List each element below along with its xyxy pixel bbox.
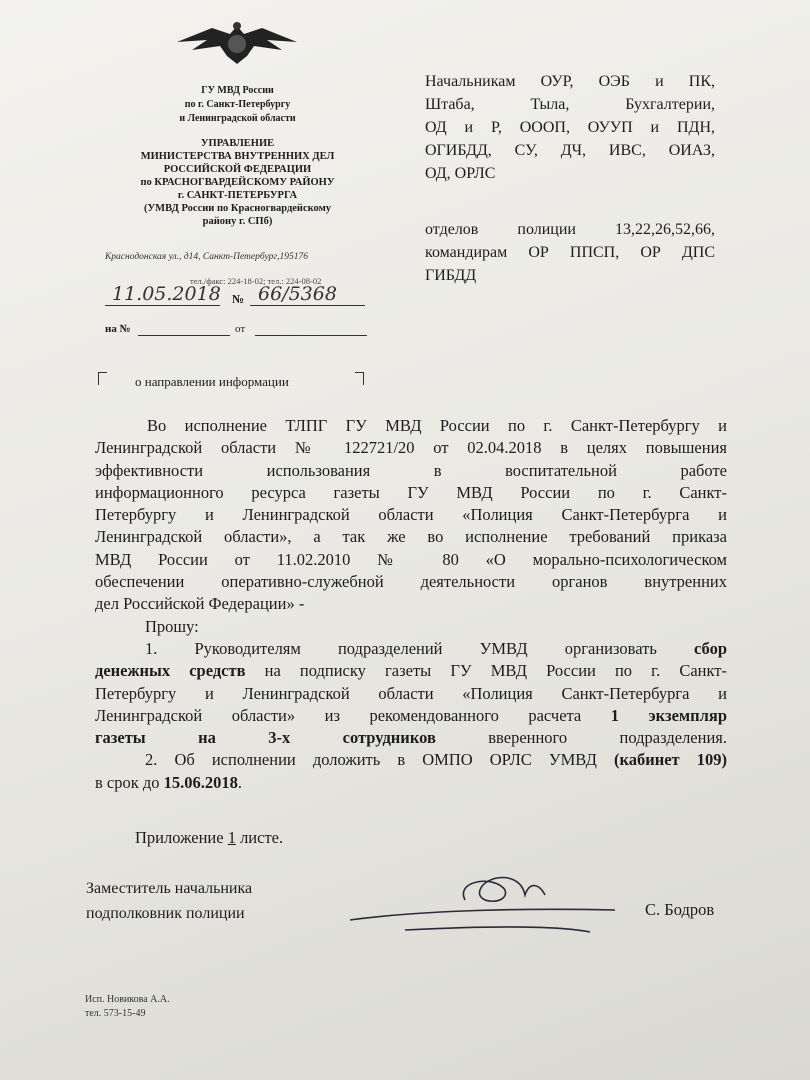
text-line: ГИБДД	[425, 267, 477, 284]
text-segment: Петербургу и Ленинградской области «Полиция Санкт-Петербурга и	[95, 683, 727, 703]
addressee-block	[425, 70, 715, 185]
text-line: РОССИЙСКОЙ ФЕДЕРАЦИИ	[163, 164, 312, 175]
text-segment: Петербургу и Ленинградской области «Полиция Санкт-Петербурга и	[95, 505, 727, 525]
body-line	[95, 772, 727, 794]
ref-from-label: от	[235, 323, 246, 335]
date-handwritten: 11.05.2018	[112, 283, 221, 305]
text-line: Начальникам ОУР, ОЭБ и ПК,	[425, 73, 715, 90]
bold-text: 15.06.2018	[163, 772, 238, 792]
text-line: ОГИБДД, СУ, ДЧ, ИВС, ОИАЗ,	[425, 142, 715, 159]
text-segment: Ленинградской области № 122721/20 от 02.04.2018 в целях повышения	[95, 438, 727, 458]
text-segment: в срок до	[95, 772, 164, 792]
text-line: по КРАСНОГВАРДЕЙСКОМУ РАЙОНУ	[140, 177, 335, 188]
text-segment: Во исполнение ТЛПГ ГУ МВД России по г. Санкт-Петербургу и	[147, 416, 727, 435]
executor-info: Исп. Новикова А.А. тел. 573-15-49	[85, 994, 170, 1019]
text-segment: информационного ресурса газеты ГУ МВД России по г. Санкт-	[95, 482, 727, 502]
bold-text: сбор	[694, 638, 727, 658]
body-line	[95, 571, 727, 593]
text-segment: Ленинградской области», а так же во исполнение требований приказа	[95, 527, 727, 547]
body-line	[95, 549, 727, 571]
phones: тел./факс: 224-18-02; тел.: 224-08-02	[190, 276, 322, 286]
text-line: МИНИСТЕРСТВА ВНУТРЕННИХ ДЕЛ	[140, 151, 335, 162]
text-line: отделов полиции 13,22,26,52,66,	[425, 221, 715, 238]
bold-text: 1 экземпляр	[610, 705, 728, 725]
body-line	[95, 749, 727, 771]
department-name	[95, 137, 380, 228]
body-line	[95, 437, 727, 459]
body-line	[95, 660, 727, 682]
body-line	[95, 504, 727, 526]
text-line: (УМВД России по Красногвардейскому	[143, 203, 332, 214]
text-line: по г. Санкт-Петербургу	[184, 99, 291, 110]
text-segment: 1. Руководителям подразделений УМВД организовать	[145, 638, 695, 658]
text-line: ОД и Р, ОООП, ОУУП и ПДН,	[425, 119, 715, 136]
body-line	[95, 705, 727, 727]
number-handwritten: 66/5368	[258, 283, 337, 305]
body-line	[95, 683, 727, 705]
organization-name	[95, 84, 380, 126]
text-segment: Ленинградской области» из рекомендованного расчета	[95, 705, 611, 725]
text-line: району г. СПб)	[202, 216, 273, 227]
attachment-note: Приложение 1 листе.	[135, 828, 284, 847]
text-line: Штаба, Тыла, Бухгалтерии,	[425, 96, 715, 113]
text-segment: на подписку газеты ГУ МВД России по г. Санкт-	[245, 661, 727, 681]
text-segment: дел Российской Федерации» -	[95, 594, 305, 614]
ref-label: на №	[105, 323, 131, 335]
signatory-name: С. Бодров	[645, 900, 715, 919]
letter-body	[95, 415, 727, 794]
emblem-icon	[172, 18, 302, 68]
number-label: №	[232, 292, 245, 306]
addressee-block-2	[425, 218, 715, 287]
body-line	[95, 616, 727, 638]
text-line: г. САНКТ-ПЕТЕРБУРГА	[177, 190, 298, 201]
text-segment: Прошу:	[145, 616, 199, 636]
text-segment: эффективности использования в воспитательной работе	[95, 460, 727, 480]
body-line	[95, 415, 727, 437]
body-line	[95, 460, 727, 482]
body-line	[95, 526, 727, 548]
text-segment: 2. Об исполнении доложить в ОМПО ОРЛС УМВД	[145, 750, 614, 770]
body-line	[95, 593, 727, 615]
text-line: ОД, ОРЛС	[425, 165, 496, 182]
handwritten-signature	[345, 870, 625, 940]
bold-text: газеты на 3-х сотрудников	[95, 728, 436, 748]
text-segment: вверенного подразделения.	[435, 728, 727, 748]
text-line: и Ленинградской области	[179, 113, 296, 124]
subject: о направлении информации	[135, 374, 289, 389]
body-line	[95, 638, 727, 660]
body-line	[95, 727, 727, 749]
bold-text: (кабинет 109)	[613, 750, 727, 770]
body-line	[95, 482, 727, 504]
signatory-title: Заместитель начальника подполковник полиции	[86, 880, 253, 922]
text-line: командирам ОР ППСП, ОР ДПС	[425, 244, 715, 261]
text-segment: обеспечении оперативно-служебной деятельности органов внутренних	[95, 572, 727, 592]
text-line: ГУ МВД России	[201, 85, 274, 96]
address: Краснодонская ул., д14, Санкт-Петербург,195176	[105, 252, 308, 262]
bold-text: денежных средств	[95, 661, 246, 681]
text-segment: .	[237, 772, 243, 792]
text-line: УПРАВЛЕНИЕ	[200, 138, 275, 149]
text-segment: МВД России от 11.02.2010 № 80 «О морально-психологическом	[95, 549, 727, 569]
